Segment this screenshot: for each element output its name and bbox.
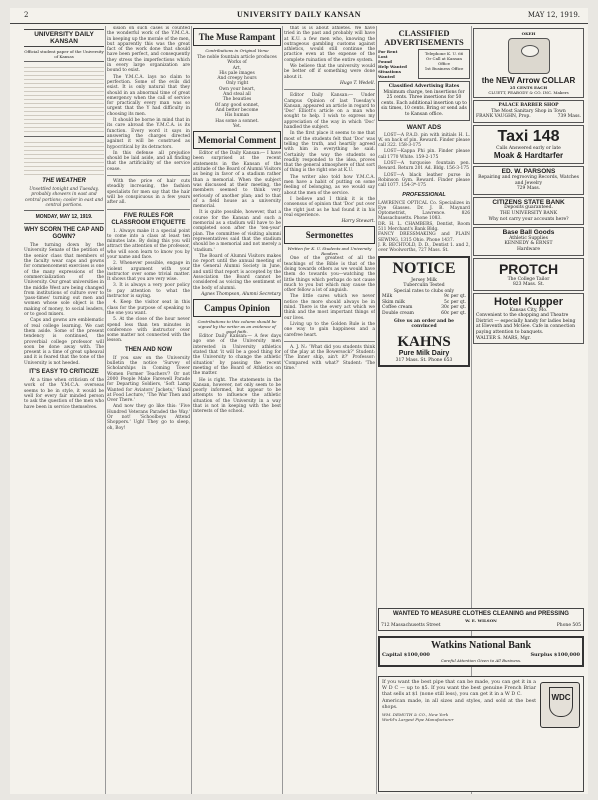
signature: Hugo T. Wedell. — [340, 80, 375, 86]
article-paragraph: If you saw on the University bulletin the notice 'Survey of Scholarships in Coming Tower Women Former Teachers'? Or not 2000 People Make Farewell Parade for Departing Soldiers, 'Soft Lamp Wanted for Aviators' Jackets,' 'Hand at Food Lecture,' 'The War Then and Over There.' — [107, 355, 190, 404]
column-editorial-2 — [107, 26, 190, 794]
page-number: 2 — [24, 11, 29, 19]
wilson-phone: Phone 505 — [556, 623, 581, 628]
kahns-address: 317 Mass. St. Phone 653 — [395, 357, 453, 363]
milk-price: 30c per qt. — [441, 305, 466, 311]
wdc-logo: WDC — [549, 687, 573, 717]
letter-paragraph: We believe that the university would be better off if something were done about it. — [284, 64, 375, 80]
opinion-note: Contributions to this column should be signed by the writer as an evidence of good faith. — [197, 319, 277, 335]
want-ad: LOST—A black leather purse in Robinson Gym. Reward. Finder please call 1077. 154-3*-175 — [378, 172, 470, 189]
joke-paragraph: A. J. N.: 'What did you students think of the play at the Bowersock?' Student: 'The Inner ship, ain't it?' Professor: 'Compared with what?' Student: 'The time.' — [284, 344, 375, 372]
letter-paragraph: Editor Daily Kansan:— Under Campus Opinion of last Tuesday's Kansan, appeared an article in regard to 'Doc' Elliott's article on a man who sought to help. I wish to express my appreciation of the way in which 'Doc' handled the subject. — [284, 93, 375, 131]
classified-categories: For Rent Lost Found Help Wanted Situations Wanted — [378, 49, 407, 79]
letter-paragraph: Editor Daily Kansan:— A few days ago one of the University men interested in University athletics stated that 'it will be a good thing for the University to change the athletic situation' by passing the recent meeting of the Board of Athletics on the matter. — [193, 334, 281, 377]
want-ad: LOST—A P.A.D. pin with initials H. L. W. on back of pin. Reward. Finder please call 322. 158-3-175 — [378, 132, 470, 149]
masthead-title: UNIVERSITY DAILY KANSAN — [237, 10, 361, 19]
weather-text: Unsettled tonight and Tuesday, probably showers in east and central portions; cooler in east and central portions. — [24, 187, 104, 208]
wilson-name: W. E. WILSON — [465, 618, 497, 623]
editorial-paragraph: The turning down by the University Senate of the petition of the senior class that members of the faculty wear caps and gowns for commencement exercises is one of the many expressions of the commercialization of the University. Our great universities in the middle West are being changed from institutions of culture over to 'pass-times' turning out men and women whose sole object is the making of money, to social leaders, or to good mixers. — [24, 243, 104, 318]
protch-ad — [473, 258, 584, 291]
publication-notice — [24, 139, 104, 175]
issue-date: MONDAY, MAY 12, 1919. — [35, 214, 93, 221]
muse-subtitle: Contributions in Original Verse — [205, 48, 269, 53]
want-ads-heading: WANT ADS — [406, 123, 442, 131]
wdc-pipe-icon — [540, 682, 580, 728]
watkins-surplus: Surplus $100,000 — [530, 652, 580, 658]
article-paragraph: And now they go like this: 'Five Hundred Veterans Paraded the Way.' Or not! 'Schoolboys Attend Shoppers.' Ugh! They go to sleep, oh, Boy! — [107, 404, 190, 431]
wilson-ad — [378, 608, 584, 631]
protch-text: The College Tailor 823 Mass. St. — [507, 276, 550, 288]
rates-heading: Classified Advertising Rates — [388, 84, 460, 89]
sermon-paragraph: Living up to the Golden Rule is the one way to gain happiness and a carefree heart. — [284, 321, 375, 338]
etiquette-rule: 1. Always make it a special point to come into a class at least ten minutes late. By doing this you will attract the attention of the professor, who will soon learn to know you by your name and face. — [107, 228, 190, 260]
etiquette-heading: FIVE RULES FOR CLASSROOM ETIQUETTE — [111, 212, 186, 226]
milk-price: 5c per qt. — [443, 299, 466, 305]
poem: The noble fountain article produces Works of Art, His pale images And creepy hours Only right Own your heart, And steal all The beauties Of any good sonnet, And better become His human Has some a sonnet. Yet. — [197, 55, 277, 129]
hotel-city: Kansas City, Mo. — [509, 307, 548, 313]
parsons-text: Repairing and regrooving Records, Watches and Jewelry 729 Mass. — [478, 174, 579, 192]
citizens-heading: CITIZENS STATE BANK — [492, 198, 565, 206]
letter-paragraph: The writer also told how Y.M.C.A. men have a habit of putting on some feeling of belonging, as we would say about the men of the service. — [284, 174, 375, 196]
barber-name: FRANK VAUGHN, Prop. — [476, 114, 531, 120]
sermonettes-heading: Sermonettes — [284, 226, 375, 244]
staff-line: Official student paper of the University of Kansas — [24, 49, 104, 59]
baseball-ad — [473, 227, 584, 255]
article-paragraph: In this defense all prejudice should be laid aside, and all finding that the artificiality of the service cease. — [107, 150, 190, 172]
collar-maker: CLUETT, PEABODY & CO. INC. Makers — [488, 90, 569, 95]
column-rule — [105, 26, 106, 794]
wilson-heading: WANTED TO MEASURE CLOTHES CLEANING and PRESSING — [393, 611, 569, 617]
sermon-paragraph: The little cares which we never notice the more should always be in mind. There is the every act which we think and the most important things of our lives. — [284, 294, 375, 321]
campus-opinion-heading: Campus Opinion — [193, 299, 281, 317]
notice-heading: NOTICE — [392, 259, 456, 277]
hotel-ad — [473, 293, 584, 345]
barber-text: The Most Sanitary Shop in Town — [491, 108, 566, 114]
collar-illustration-icon — [508, 38, 550, 74]
want-ad: LOST—Kappa Phi pin. Finder please call 1770 White. 159-2-175 — [378, 149, 470, 160]
letter-paragraph: The Board of Alumni Visitors makes no report until the annual meeting of the General Alumni Society in June, and until that report is accepted by the Association the Board cannot be considered as voicing the sentiment of the body of alumni. — [193, 253, 281, 291]
watkins-capital: Capital $100,000 — [382, 652, 430, 658]
column-rule — [282, 26, 283, 794]
article-paragraph: The Y.M.C.A. lays no claim to perfection. Some of the evils did exist. It is only natural that they should in an abnormal time of great emergency when the call of service for practically every man was so urgent that the Y had difficulty in choosing its men. — [107, 74, 190, 117]
notice-tail: Give us an order and be convinced — [394, 318, 454, 330]
barber-address: 739 Mass. — [557, 114, 581, 120]
rates-text: Minimum charge, ten insertions for 25 cents. Three insertions for 50 cents. Each additional insertion up to six times, 10 cents. Bring or send ads to Kansan office. — [381, 89, 467, 117]
taxi-text: Calls Answered early or late — [496, 145, 561, 151]
kahns-subtitle: Pure Milk Dairy — [398, 349, 450, 357]
column-editorial — [24, 26, 104, 794]
milk-item: Double cream — [382, 311, 414, 317]
professional-listings: LAWRENCE OPTICAL Co. Specializes in Eye Glasses. Dr. J. B. Maynard Optometrist, Lawrence. 826 Massachusetts. Phone 1083. DR. H. L. CHAMBERS, Dentist, Room 511 Merchant's Bank Bldg. FANCY DRESSMAKING and PLAIN SEWING, 1315 Ohio. Phone 1437. J. R. BECHTOLD, D. D., Dentist 1. and 2, over Woolworths, 727 Mass. St. — [378, 200, 470, 254]
baseball-text: Athletic Supplies KENNEDY & ERNST Hardware — [504, 235, 553, 252]
classified-phone: Telephone K. U. 66 Or Call at Kansan Office 1st Business Office — [418, 49, 470, 79]
sermon-paragraph: One of the greatest of all the teachings of the Bible is that of the doing towards others as we would have them do towards you—watching the little things which perhaps do not cause much to you but which may cause the other fellow a lot of anguish. — [284, 256, 375, 294]
collar-top: OKEH — [521, 31, 536, 36]
baseball-heading: Base Ball Goods — [502, 229, 555, 237]
notice-ad — [378, 256, 470, 368]
barber-ad — [473, 100, 584, 123]
watkins-sub: Careful Attention Given to All Business. — [440, 658, 522, 663]
article-paragraph: It should be borne in mind that in its care abroad the Y.M.C.A. is its function. Every word it says in answering the charges directed against it will be construed as hypocritical by its detractors. — [107, 118, 190, 150]
staff-listing — [24, 64, 104, 134]
then-now-heading: THEN AND NOW — [124, 346, 173, 353]
barber-heading: PALACE BARBER SHOP — [498, 103, 559, 108]
collar-price: 25 CENTS EACH — [509, 85, 548, 90]
watkins-heading: Watkins National Bank — [430, 640, 532, 651]
letter-paragraph: He is right. The statements in the Kansan, however, not only seem to be poorly informed, but appear to be attempts to influence the athletic situation of the University in a way that is not in keeping with the best interests of the school. — [193, 377, 281, 415]
arrow-collar-ad — [473, 28, 584, 98]
professional-heading: PROFESSIONAL — [402, 191, 446, 198]
hotel-heading: Hotel Kupper — [493, 295, 564, 308]
protch-heading: PROTCH — [498, 260, 559, 277]
column-letters — [284, 26, 375, 794]
editorial-heading: IT'S EASY TO CRITICIZE — [29, 369, 99, 376]
citizens-text: Deposits guaranteed. THE UNIVERSITY BANK Why not carry your accounts here? — [488, 205, 569, 222]
editorial-paragraph: Caps and gowns are emblematic of real college learning. We cast them aside. Some of the present tendency is continued, the proverbial college professor will soon be done away with. The present is a time of great upheaval and it is feared that the tone of the University is not heeded. — [24, 318, 104, 366]
signature: Agnes Thompson, Alumni Secretary — [201, 291, 281, 297]
classified-heading: CLASSIFIED ADVERTISEMENTS — [384, 28, 464, 47]
wilson-address: 712 Massachusetts Street — [381, 623, 441, 628]
milk-item: Coffee cream — [382, 305, 413, 311]
column-muse — [193, 26, 281, 794]
pipe-maker: WM. DEMUTH & CO., New York World's Largest Pipe Manufacturer — [382, 712, 454, 722]
letter-paragraph: I believe and I think it is the consensus of opinion that 'Doc' put over the right just as he had found it in his real experience. — [284, 196, 375, 218]
pipe-text: If you want the best pipe that can be made, you can get it in a W D C — up to $5. If you want the best genuine French Briar that sells at $1 (none still less), you can get it in a W D C. — [382, 680, 536, 697]
milk-item: Skim milk — [382, 299, 405, 305]
parsons-heading: ED. W. PARSONS — [501, 168, 556, 176]
signature: Harry Stewart. — [341, 219, 375, 225]
hotel-text: Convenient to the shopping and Theatre District — especially handy for ladies being at Eleventh and McGee. Cafe in connection paying attention to banquets. WALTER S. MARS, Mgr. — [476, 313, 576, 341]
letter-paragraph: It is quite possible, however, that a course for the Kansan and such a memorial as a stadium will have to be completed soon after the 'ten-year' plan. The committee of visiting alumni representatives said that the stadium should be a memorial and not merely a 'stadium.' — [193, 210, 281, 253]
wdc-pipe-ad — [378, 676, 584, 792]
taxi-sub: Moak & Hardtarfer — [493, 151, 564, 161]
letter-paragraph: Editor of the Daily Kansan:— I have been surprised at the recent statements in the Kansan of the attitude of the Board of Alumni Visitors as being in favor of a stadium rather than a memorial. When the subject was discussed at their meeting, the members seemed to think very seriously of another plan; and to that of a field house as a university memorial. — [193, 151, 281, 210]
masthead-date: MAY 12, 1919. — [527, 11, 580, 19]
article-paragraph: sision on such cases is counted the wonderful work of the Y.M.C.A. in keeping up the morale of the men, but apparently this was the great fact of the work done that should have been perfect, and consequently they stress the imperfections which in every large organization are bound to exist. — [107, 26, 190, 74]
parsons-ad — [473, 166, 584, 194]
muse-rampant-heading: The Muse Rampant — [193, 28, 281, 46]
weather-heading: THE WEATHER — [42, 178, 86, 184]
milk-row — [382, 311, 466, 317]
taxi-ad — [473, 125, 584, 165]
etiquette-rule: 3. It is always a very poor policy to pay attention to what the instructor is saying. — [107, 283, 190, 300]
masthead — [10, 10, 588, 24]
watkins-bank-ad — [378, 636, 584, 667]
milk-price: 60c per qt. — [441, 311, 466, 317]
milk-item: Milk — [382, 294, 393, 300]
newspaper-page — [10, 8, 588, 794]
column-rule — [376, 26, 377, 794]
milk-price: 9c per qt. — [443, 294, 466, 300]
taxi-heading: Taxi 148 — [497, 127, 560, 145]
sermonettes-subtitle: Written for K. U. Students and University Readers — [287, 246, 372, 257]
nameplate: UNIVERSITY DAILY KANSAN — [24, 29, 104, 47]
letter-paragraph: In the first place it seems to me that most of the students felt that 'Doc' was telling the truth, and heartily agreed with him in everything he said. Certainly the way the students so readily responded to the idea, proves that the general atmosphere of that sort of thing is the right one at K.U. — [284, 131, 375, 174]
etiquette-rule: 5. At the close of the hour never spend less than ten minutes in conference with instructor over some matter not connected with the lesson. — [107, 317, 190, 344]
citizens-bank-ad — [473, 197, 584, 225]
editorial-heading: WHY SCORN THE CAP AND GOWN? — [24, 227, 104, 241]
pipe-tail: American made, in all sizes and styles, and sold at the best shops. — [382, 699, 536, 710]
notice-text: Jersey Milk Tuberculin Tested Special rates to clubs only — [393, 277, 455, 294]
want-ad: LOST—A turquoise fountain pen. Reward. Return 201 Ad. Bldg. 156-3-175 — [378, 161, 470, 172]
column-rule — [191, 26, 192, 794]
editorial-paragraph: At a time when criticism of the work of the Y.M.C.A. overseas seems to be in style, it would be well for every fair minded person to ask the question of the men who have been in service themselves. — [24, 378, 104, 410]
etiquette-rule: 4. Keep the visitor seat in this class for the purpose of speaking to the one you want. — [107, 300, 190, 316]
collar-brand: the NEW Arrow COLLAR — [481, 76, 576, 85]
article-paragraph: With the price of hair cuts steadily increasing, the fashion specialists for men say that the hair will be conspicuous in a few years after all. — [107, 179, 190, 206]
kahns-heading: KAHNS — [397, 333, 451, 350]
letter-paragraph: that is is about athletes. We have tried in the past and probably will have at K.U. a few men who, knowing the outrageous gambling customs against athletics, would still continue the practice even at the expense of the complete ruination of the entire system. — [284, 26, 375, 63]
rates-box — [378, 81, 470, 121]
memorial-heading: Memorial Comment — [193, 131, 281, 149]
etiquette-rule: 2. Whenever possible, engage in violent argument with your instructor over some trivial matter. It shows that you are very wise. — [107, 261, 190, 283]
